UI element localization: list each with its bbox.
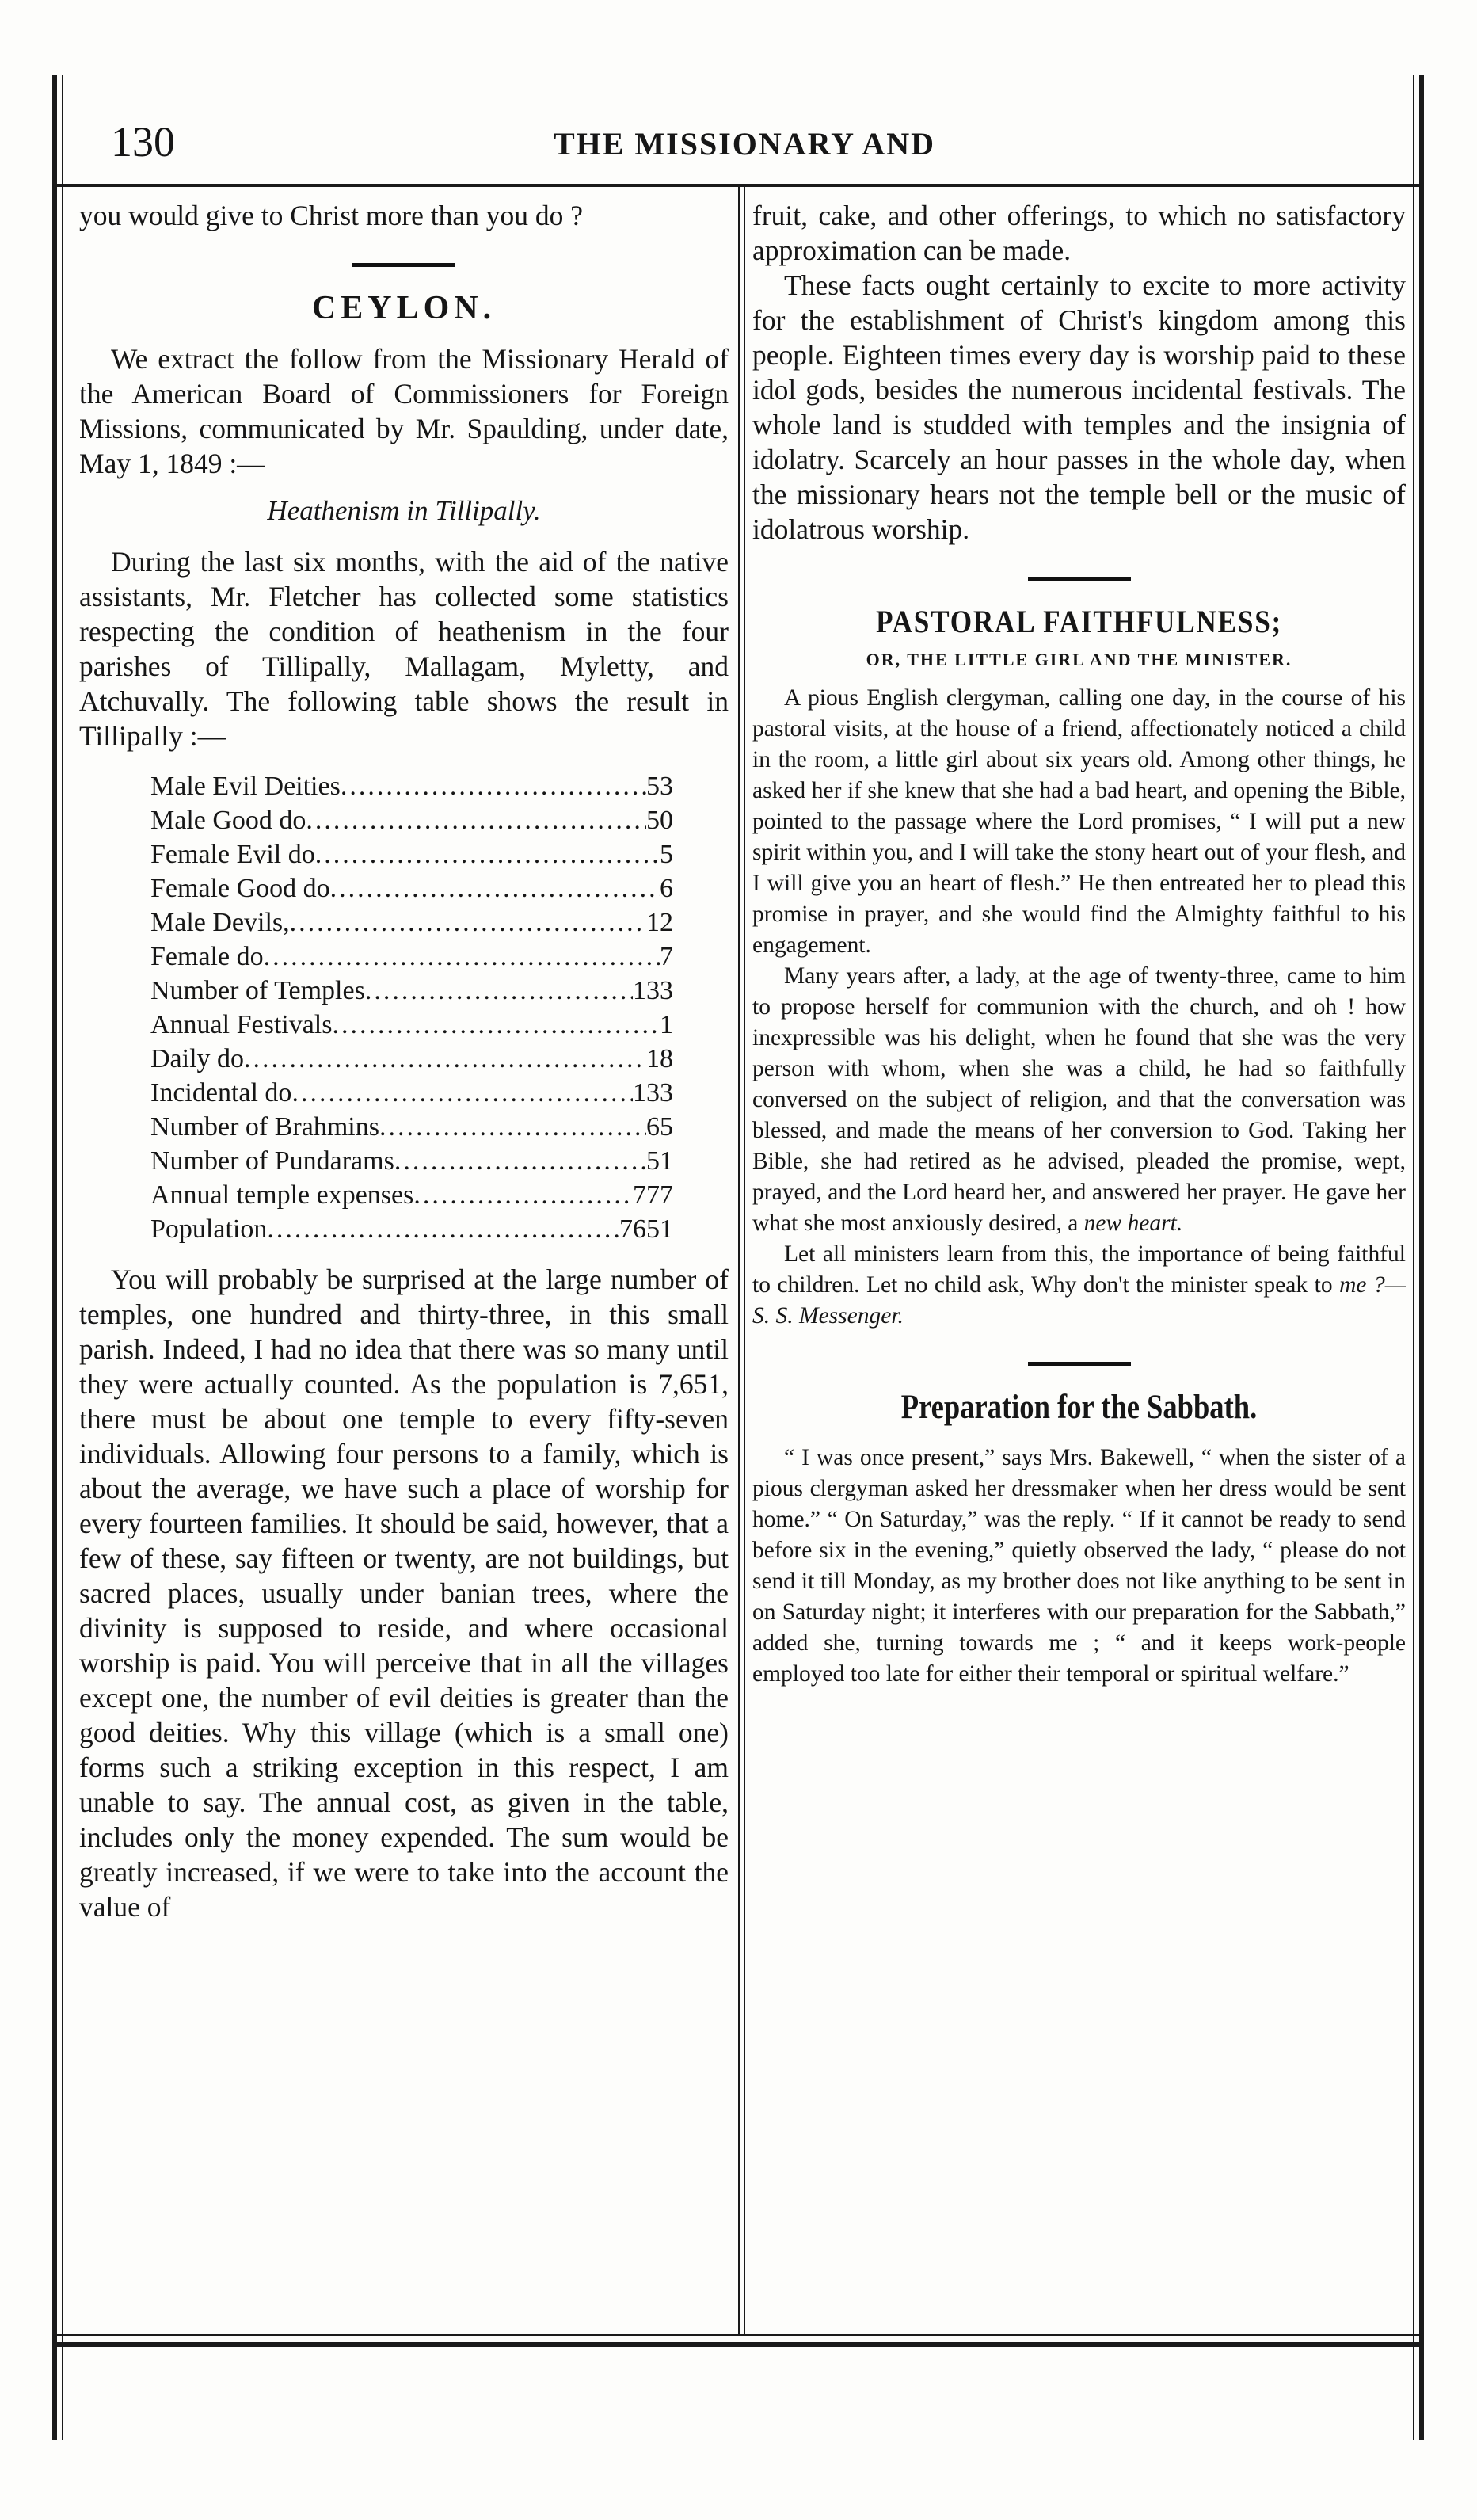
stat-row bbox=[150, 940, 673, 974]
stat-row bbox=[150, 837, 673, 871]
stat-label: Male Good do bbox=[150, 806, 306, 835]
stats-intro: During the last six months, with the aid of the native assistants, Mr. Fletcher has collected some statistics respecting the condition of heathenism in the four parishes of Tillipally, Mallagam, Myletty, and Atchuvally. The following table shows the result in Tillipally :— bbox=[79, 546, 729, 752]
stat-value: 5 bbox=[660, 840, 673, 869]
section-divider bbox=[352, 263, 455, 267]
stat-value: 133 bbox=[633, 976, 673, 1005]
column-divider-rule-2 bbox=[744, 187, 745, 2334]
leader-dots bbox=[306, 803, 646, 837]
right-border-rule-inner bbox=[1413, 75, 1414, 2440]
stat-value: 133 bbox=[633, 1078, 673, 1108]
right-border-rule bbox=[1419, 75, 1424, 2440]
section-divider bbox=[1028, 1362, 1131, 1366]
column-divider-rule bbox=[738, 187, 740, 2334]
footer-rule-top bbox=[57, 2334, 1419, 2336]
pastoral-paragraph-1: A pious English clergyman, calling one day, in the course of his pastoral visits, at the house of a friend, affectionately noticed a child in the room, a little girl about six years old. Among other things, he asked her if she knew that she had a bad heart, and opening the Bible, pointed to the passage where the Lord promises, “ I will put a new spirit within you, and I will take the stony heart out of your flesh, and I will give you an heart of flesh.” He then entreated her to plead this promise in prayer, and she would find the Almighty faithful to his engagement. bbox=[752, 685, 1406, 958]
stat-value: 53 bbox=[646, 772, 673, 801]
stat-label: Annual Festivals bbox=[150, 1010, 333, 1039]
leader-dots bbox=[244, 1042, 646, 1076]
page-number: 130 bbox=[111, 118, 175, 166]
facts-paragraph: These facts ought certainly to excite to more activity for the establishment of Christ's kingdom among this people. Eighteen times every day is worship paid to these idol gods, besides the numerous incidental festivals. The whole land is studded with temples and the insignia of idolatry. Scarcely an hour passes in the whole day, when the missionary hears not the temple bell or the music of idolatrous worship. bbox=[752, 269, 1406, 545]
stat-value: 1 bbox=[660, 1010, 673, 1039]
stat-label: Number of Brahmins bbox=[150, 1112, 379, 1142]
stat-label: Female Good do bbox=[150, 874, 330, 903]
right-column bbox=[752, 198, 1406, 2306]
stat-value: 50 bbox=[646, 806, 673, 835]
footer-rule-bottom bbox=[57, 2342, 1419, 2347]
leader-dots bbox=[330, 871, 660, 905]
running-head: THE MISSIONARY AND bbox=[553, 126, 936, 162]
stat-row bbox=[150, 803, 673, 837]
leader-dots bbox=[267, 1212, 619, 1246]
pastoral-paragraph-3 bbox=[752, 1239, 1406, 1332]
attribution-italic: me ?—S. S. Messenger. bbox=[752, 1272, 1406, 1329]
stat-row bbox=[150, 871, 673, 905]
left-border-rule-inner bbox=[62, 75, 63, 2440]
pastoral-paragraph-3-text: Let all ministers learn from this, the importance of being faithful to children. Let no child ask, Why don't the minister speak to bbox=[752, 1241, 1406, 1298]
leader-dots bbox=[264, 940, 660, 974]
stat-value: 7 bbox=[660, 942, 673, 971]
leader-dots bbox=[291, 1076, 633, 1110]
stat-value: 777 bbox=[633, 1180, 673, 1210]
left-column bbox=[79, 198, 729, 2306]
stat-row bbox=[150, 769, 673, 803]
stat-label: Population bbox=[150, 1214, 268, 1244]
page-header bbox=[79, 93, 1410, 173]
statistics-table bbox=[150, 769, 673, 1246]
leader-dots bbox=[379, 1110, 646, 1144]
stat-value: 7651 bbox=[619, 1214, 673, 1244]
stat-row bbox=[150, 1076, 673, 1110]
sabbath-paragraph: “ I was once present,” says Mrs. Bakewell, “ when the sister of a pious clergyman asked her dressmaker when her dress would be sent home.” “ On Saturday,” was the reply. “ If it cannot be ready to send before six in the evening,” quietly observed the lady, “ please do not send it till Monday, as my brother does not like anything to be sent in on Saturday night; it interferes with our preparation for the Sabbath,” added she, turning towards me ; “ and it keeps work-people employed too late for either their temporal or spiritual welfare.” bbox=[752, 1445, 1406, 1687]
stat-value: 51 bbox=[646, 1146, 673, 1176]
ceylon-title: CEYLON. bbox=[311, 290, 497, 326]
new-heart-italic: new heart. bbox=[1083, 1210, 1183, 1236]
pastoral-subtitle: OR, THE LITTLE GIRL AND THE MINISTER. bbox=[866, 650, 1292, 669]
stat-label: Male Evil Deities bbox=[150, 772, 341, 801]
section-divider bbox=[1028, 577, 1131, 581]
stat-row bbox=[150, 1042, 673, 1076]
leader-dots bbox=[413, 1178, 633, 1212]
sabbath-title: Preparation for the Sabbath. bbox=[900, 1389, 1258, 1426]
stat-value: 6 bbox=[660, 874, 673, 903]
left-border-rule bbox=[52, 75, 57, 2440]
stat-value: 18 bbox=[646, 1044, 673, 1073]
stat-label: Male Devils, bbox=[150, 908, 290, 937]
opening-paragraph: you would give to Christ more than you do ? bbox=[79, 200, 583, 231]
stat-row bbox=[150, 905, 673, 940]
stat-label: Annual temple expenses bbox=[150, 1180, 414, 1210]
ceylon-intro: We extract the follow from the Missionary Herald of the American Board of Commissioners for Foreign Missions, communicated by Mr. Spaulding, under date, May 1, 1849 :— bbox=[79, 343, 729, 479]
stat-row bbox=[150, 1144, 673, 1178]
leader-dots bbox=[290, 905, 646, 940]
stat-label: Incidental do bbox=[150, 1078, 292, 1108]
stat-label: Female Evil do bbox=[150, 840, 315, 869]
pastoral-title: PASTORAL FAITHFULNESS; bbox=[875, 604, 1283, 639]
leader-dots bbox=[394, 1144, 646, 1178]
stat-value: 65 bbox=[646, 1112, 673, 1142]
stat-value: 12 bbox=[646, 908, 673, 937]
heathenism-subhead: Heathenism in Tillipally. bbox=[267, 495, 541, 526]
stat-label: Number of Pundarams bbox=[150, 1146, 394, 1176]
continued-paragraph: fruit, cake, and other offerings, to which no satisfactory approximation can be made. bbox=[752, 200, 1406, 266]
leader-dots bbox=[332, 1008, 660, 1042]
leader-dots bbox=[341, 769, 646, 803]
pastoral-paragraph-2-text: Many years after, a lady, at the age of twenty-three, came to him to propose herself for communion with the church, and oh ! how inexpressible was his delight, when he found that she was the very person with whom, when she was a child, he had so faithfully conversed on the subject of religion, and that the conversation was blessed, and made the means of her conversion to God. Taking her Bible, she had retired as he advised, pleaded the promise, wept, prayed, and the Lord heard her, and answered her prayer. He gave her what she most anxiously desired, a bbox=[752, 963, 1406, 1236]
stat-row bbox=[150, 974, 673, 1008]
stat-row bbox=[150, 1212, 673, 1246]
stat-row bbox=[150, 1110, 673, 1144]
stat-label: Number of Temples bbox=[150, 976, 365, 1005]
continuation-paragraph: You will probably be surprised at the large number of temples, one hundred and thirty-three, in this small parish. Indeed, I had no idea that there was so many until they were actually counted. As the population is 7,651, there must be about one temple to every fifty-seven individuals. Allowing four persons to a family, which is about the average, we have such a place of worship for every fourteen families. It should be said, however, that a few of these, say fifteen or twenty, are not buildings, but sacred places, usually under banian trees, where the divinity is supposed to reside, and where occasional worship is paid. You will perceive that in all the villages except one, the number of evil deities is greater than the good deities. Why this village (which is a small one) forms such a striking exception in this respect, I am unable to say. The annual cost, as given in the table, includes only the money expended. The sum would be greatly increased, if we were to take into the account the value of bbox=[79, 1264, 729, 1923]
stat-row bbox=[150, 1008, 673, 1042]
stat-row bbox=[150, 1178, 673, 1212]
leader-dots bbox=[365, 974, 633, 1008]
stat-label: Female do bbox=[150, 942, 264, 971]
stat-label: Daily do bbox=[150, 1044, 245, 1073]
leader-dots bbox=[315, 837, 660, 871]
pastoral-paragraph-2 bbox=[752, 961, 1406, 1239]
